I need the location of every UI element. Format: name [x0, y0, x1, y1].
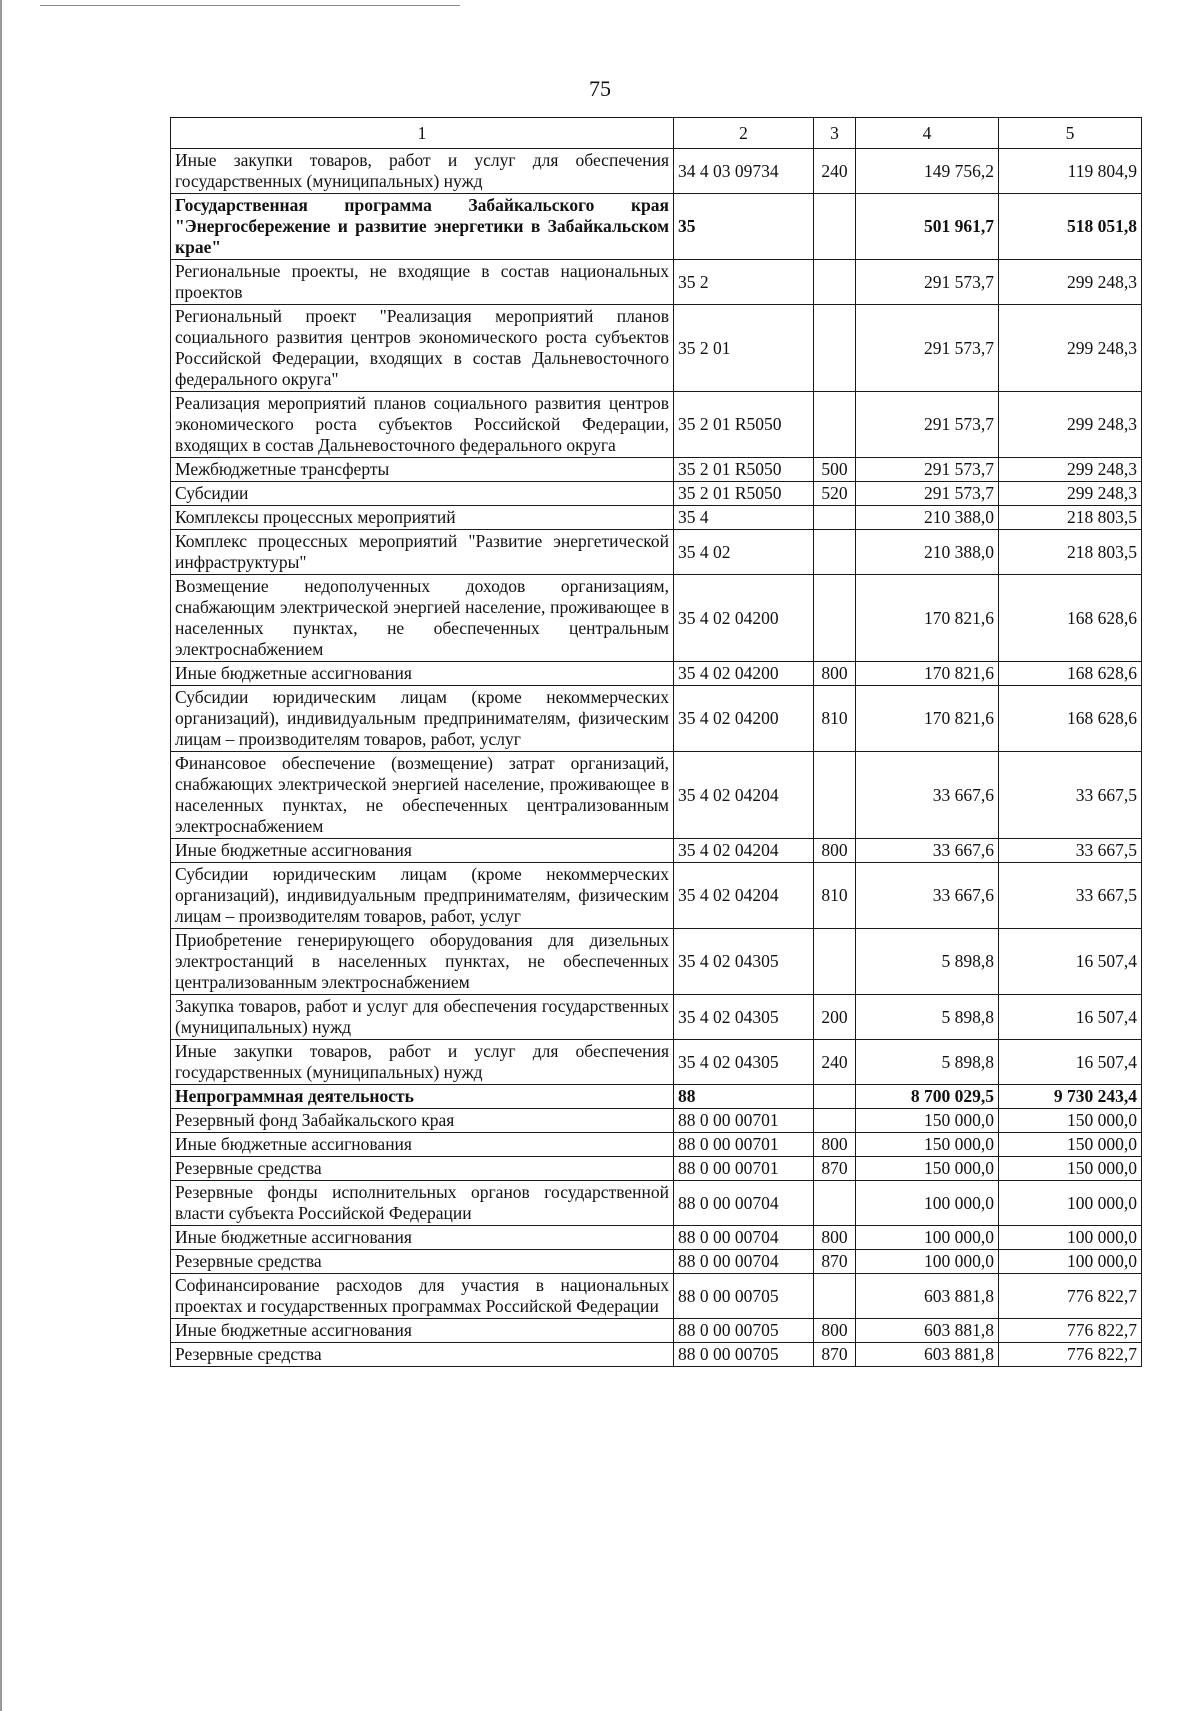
table-row: [171, 839, 1142, 863]
table-header: [171, 118, 1142, 149]
row-csr-code: 35 4 02 04200: [674, 662, 814, 686]
row-amount-year-2: 776 822,7: [999, 1319, 1142, 1343]
row-csr-code: 35 2 01: [674, 305, 814, 392]
row-amount-year-2: 119 804,9: [999, 149, 1142, 194]
row-csr-code: 35 4 02 04204: [674, 752, 814, 839]
row-amount-year-2: 168 628,6: [999, 662, 1142, 686]
table-row: [171, 1040, 1142, 1085]
table-row: [171, 1109, 1142, 1133]
table-row: [171, 1181, 1142, 1226]
row-expense-type: [814, 194, 856, 260]
row-csr-code: 35: [674, 194, 814, 260]
row-expense-type: 800: [814, 839, 856, 863]
row-name: Резервные фонды исполнительных органов государственной власти субъекта Российской Федерации: [171, 1181, 674, 1226]
row-name: Иные бюджетные ассигнования: [171, 662, 674, 686]
row-name: Государственная программа Забайкальского края "Энергосбережение и развитие энергетики в Забайкальском крае": [171, 194, 674, 260]
table-row: [171, 482, 1142, 506]
row-name: Региональный проект "Реализация мероприятий планов социального развития центров экономического роста субъектов Российской Федерации, входящих в состав Дальневосточного федерального округа": [171, 305, 674, 392]
row-amount-year-2: 16 507,4: [999, 995, 1142, 1040]
row-name: Субсидии: [171, 482, 674, 506]
column-header-1: 1: [171, 118, 674, 149]
row-csr-code: 35 4 02 04305: [674, 995, 814, 1040]
row-name: Резервные средства: [171, 1343, 674, 1367]
row-expense-type: 810: [814, 863, 856, 929]
row-amount-year-1: 170 821,6: [856, 575, 999, 662]
row-expense-type: [814, 929, 856, 995]
row-csr-code: 88 0 00 00701: [674, 1109, 814, 1133]
row-amount-year-2: 150 000,0: [999, 1133, 1142, 1157]
table-row: [171, 1133, 1142, 1157]
row-csr-code: 35 4 02 04200: [674, 575, 814, 662]
row-name: Иные бюджетные ассигнования: [171, 839, 674, 863]
row-expense-type: 500: [814, 458, 856, 482]
row-expense-type: [814, 1274, 856, 1319]
row-csr-code: 35 4 02 04204: [674, 863, 814, 929]
row-amount-year-1: 5 898,8: [856, 1040, 999, 1085]
table-row: [171, 1226, 1142, 1250]
row-amount-year-1: 603 881,8: [856, 1343, 999, 1367]
row-amount-year-1: 150 000,0: [856, 1109, 999, 1133]
row-expense-type: [814, 506, 856, 530]
row-amount-year-1: 8 700 029,5: [856, 1085, 999, 1109]
row-amount-year-2: 168 628,6: [999, 575, 1142, 662]
row-csr-code: 88 0 00 00701: [674, 1133, 814, 1157]
table-row: [171, 530, 1142, 575]
row-amount-year-1: 291 573,7: [856, 392, 999, 458]
row-name: Межбюджетные трансферты: [171, 458, 674, 482]
table-row: [171, 1157, 1142, 1181]
table-body: [171, 149, 1142, 1367]
row-expense-type: 200: [814, 995, 856, 1040]
row-expense-type: 810: [814, 686, 856, 752]
row-csr-code: 35 2 01 R5050: [674, 458, 814, 482]
row-amount-year-1: 170 821,6: [856, 662, 999, 686]
row-csr-code: 35 4 02 04200: [674, 686, 814, 752]
row-amount-year-2: 518 051,8: [999, 194, 1142, 260]
table-row: [171, 863, 1142, 929]
row-amount-year-2: 218 803,5: [999, 506, 1142, 530]
row-name: Приобретение генерирующего оборудования для дизельных электростанций в населенных пунктах, не обеспеченных централизованным электроснабжением: [171, 929, 674, 995]
row-name: Региональные проекты, не входящие в состав национальных проектов: [171, 260, 674, 305]
row-csr-code: 88 0 00 00701: [674, 1157, 814, 1181]
row-expense-type: [814, 392, 856, 458]
row-name: Закупка товаров, работ и услуг для обеспечения государственных (муниципальных) нужд: [171, 995, 674, 1040]
row-expense-type: 870: [814, 1250, 856, 1274]
row-amount-year-1: 5 898,8: [856, 929, 999, 995]
row-name: Резервные средства: [171, 1250, 674, 1274]
row-csr-code: 88 0 00 00705: [674, 1319, 814, 1343]
table-row: [171, 995, 1142, 1040]
row-name: Иные бюджетные ассигнования: [171, 1133, 674, 1157]
row-name: Комплекс процессных мероприятий "Развитие энергетической инфраструктуры": [171, 530, 674, 575]
row-amount-year-2: 33 667,5: [999, 863, 1142, 929]
row-amount-year-2: 776 822,7: [999, 1343, 1142, 1367]
row-amount-year-2: 100 000,0: [999, 1250, 1142, 1274]
row-csr-code: 88 0 00 00705: [674, 1274, 814, 1319]
page-number: 75: [589, 76, 611, 101]
row-amount-year-2: 150 000,0: [999, 1109, 1142, 1133]
row-amount-year-2: 776 822,7: [999, 1274, 1142, 1319]
row-expense-type: [814, 1109, 856, 1133]
row-amount-year-1: 100 000,0: [856, 1226, 999, 1250]
table-row: [171, 662, 1142, 686]
row-csr-code: 88 0 00 00704: [674, 1250, 814, 1274]
row-name: Субсидии юридическим лицам (кроме некоммерческих организаций), индивидуальным предпринимателям, физическим лицам – производителям товаров, работ, услуг: [171, 686, 674, 752]
row-amount-year-1: 33 667,6: [856, 752, 999, 839]
row-expense-type: [814, 1085, 856, 1109]
table-row: [171, 149, 1142, 194]
row-amount-year-1: 149 756,2: [856, 149, 999, 194]
row-expense-type: 800: [814, 1319, 856, 1343]
row-csr-code: 35 2 01 R5050: [674, 392, 814, 458]
table-row: [171, 686, 1142, 752]
row-amount-year-1: 210 388,0: [856, 530, 999, 575]
row-amount-year-1: 33 667,6: [856, 839, 999, 863]
table-row: [171, 305, 1142, 392]
row-amount-year-2: 33 667,5: [999, 752, 1142, 839]
row-amount-year-1: 33 667,6: [856, 863, 999, 929]
row-csr-code: 35 4 02 04204: [674, 839, 814, 863]
row-name: Реализация мероприятий планов социального развития центров экономического роста субъектов Российской Федерации, входящих в состав Дальневосточного федерального округа: [171, 392, 674, 458]
row-csr-code: 88 0 00 00704: [674, 1181, 814, 1226]
row-name: Непрограммная деятельность: [171, 1085, 674, 1109]
row-amount-year-2: 299 248,3: [999, 392, 1142, 458]
row-amount-year-2: 9 730 243,4: [999, 1085, 1142, 1109]
row-expense-type: 870: [814, 1343, 856, 1367]
row-name: Субсидии юридическим лицам (кроме некоммерческих организаций), индивидуальным предпринимателям, физическим лицам – производителям товаров, работ, услуг: [171, 863, 674, 929]
row-name: Иные закупки товаров, работ и услуг для обеспечения государственных (муниципальных) нужд: [171, 1040, 674, 1085]
row-expense-type: [814, 1181, 856, 1226]
row-amount-year-1: 603 881,8: [856, 1274, 999, 1319]
row-amount-year-1: 603 881,8: [856, 1319, 999, 1343]
row-expense-type: [814, 305, 856, 392]
table-row: [171, 1085, 1142, 1109]
row-amount-year-1: 291 573,7: [856, 260, 999, 305]
row-csr-code: 88: [674, 1085, 814, 1109]
row-amount-year-1: 170 821,6: [856, 686, 999, 752]
column-header-5: 5: [999, 118, 1142, 149]
row-amount-year-1: 5 898,8: [856, 995, 999, 1040]
row-expense-type: 240: [814, 1040, 856, 1085]
row-amount-year-1: 100 000,0: [856, 1181, 999, 1226]
row-expense-type: 800: [814, 1226, 856, 1250]
row-amount-year-1: 501 961,7: [856, 194, 999, 260]
table-row: [171, 1274, 1142, 1319]
table-row: [171, 194, 1142, 260]
row-csr-code: 35 4 02: [674, 530, 814, 575]
row-csr-code: 35 2: [674, 260, 814, 305]
table-row: [171, 1343, 1142, 1367]
table-row: [171, 1319, 1142, 1343]
row-amount-year-1: 210 388,0: [856, 506, 999, 530]
row-csr-code: 35 2 01 R5050: [674, 482, 814, 506]
header-row: [171, 118, 1142, 149]
row-expense-type: 800: [814, 662, 856, 686]
table-row: [171, 575, 1142, 662]
row-amount-year-2: 16 507,4: [999, 929, 1142, 995]
row-amount-year-2: 299 248,3: [999, 260, 1142, 305]
row-expense-type: [814, 575, 856, 662]
row-amount-year-2: 150 000,0: [999, 1157, 1142, 1181]
row-csr-code: 35 4: [674, 506, 814, 530]
table-row: [171, 1250, 1142, 1274]
row-amount-year-1: 291 573,7: [856, 482, 999, 506]
row-name: Иные бюджетные ассигнования: [171, 1319, 674, 1343]
table-row: [171, 929, 1142, 995]
row-name: Возмещение недополученных доходов организациям, снабжающим электрической энергией население, проживающее в населенных пунктах, не обеспеченных центральным электроснабжением: [171, 575, 674, 662]
row-csr-code: 35 4 02 04305: [674, 929, 814, 995]
budget-table: [170, 117, 1142, 1367]
row-expense-type: 870: [814, 1157, 856, 1181]
row-amount-year-2: 33 667,5: [999, 839, 1142, 863]
table-row: [171, 260, 1142, 305]
row-expense-type: 520: [814, 482, 856, 506]
table-row: [171, 506, 1142, 530]
scan-line: [40, 5, 460, 6]
row-name: Резервные средства: [171, 1157, 674, 1181]
row-amount-year-1: 150 000,0: [856, 1157, 999, 1181]
row-expense-type: 800: [814, 1133, 856, 1157]
row-name: Резервный фонд Забайкальского края: [171, 1109, 674, 1133]
row-amount-year-1: 150 000,0: [856, 1133, 999, 1157]
row-csr-code: 88 0 00 00704: [674, 1226, 814, 1250]
row-csr-code: 88 0 00 00705: [674, 1343, 814, 1367]
table-row: [171, 458, 1142, 482]
row-expense-type: [814, 260, 856, 305]
row-amount-year-2: 299 248,3: [999, 458, 1142, 482]
row-amount-year-2: 16 507,4: [999, 1040, 1142, 1085]
scan-edge: [0, 0, 2, 1711]
row-amount-year-2: 100 000,0: [999, 1226, 1142, 1250]
row-name: Иные закупки товаров, работ и услуг для обеспечения государственных (муниципальных) нужд: [171, 149, 674, 194]
column-header-4: 4: [856, 118, 999, 149]
row-name: Комплексы процессных мероприятий: [171, 506, 674, 530]
row-amount-year-2: 168 628,6: [999, 686, 1142, 752]
table-row: [171, 392, 1142, 458]
row-csr-code: 34 4 03 09734: [674, 149, 814, 194]
row-amount-year-2: 299 248,3: [999, 305, 1142, 392]
row-name: Иные бюджетные ассигнования: [171, 1226, 674, 1250]
row-amount-year-1: 291 573,7: [856, 458, 999, 482]
row-amount-year-1: 291 573,7: [856, 305, 999, 392]
row-expense-type: [814, 752, 856, 839]
row-amount-year-2: 218 803,5: [999, 530, 1142, 575]
row-name: Финансовое обеспечение (возмещение) затрат организаций, снабжающих электрической энергией население, проживающее в населенных пунктах, не обеспеченных централизованным электроснабжением: [171, 752, 674, 839]
column-header-3: 3: [814, 118, 856, 149]
row-expense-type: [814, 530, 856, 575]
row-amount-year-1: 100 000,0: [856, 1250, 999, 1274]
row-expense-type: 240: [814, 149, 856, 194]
column-header-2: 2: [674, 118, 814, 149]
row-amount-year-2: 299 248,3: [999, 482, 1142, 506]
row-name: Софинансирование расходов для участия в национальных проектах и государственных программах Российской Федерации: [171, 1274, 674, 1319]
table-row: [171, 752, 1142, 839]
row-amount-year-2: 100 000,0: [999, 1181, 1142, 1226]
row-csr-code: 35 4 02 04305: [674, 1040, 814, 1085]
